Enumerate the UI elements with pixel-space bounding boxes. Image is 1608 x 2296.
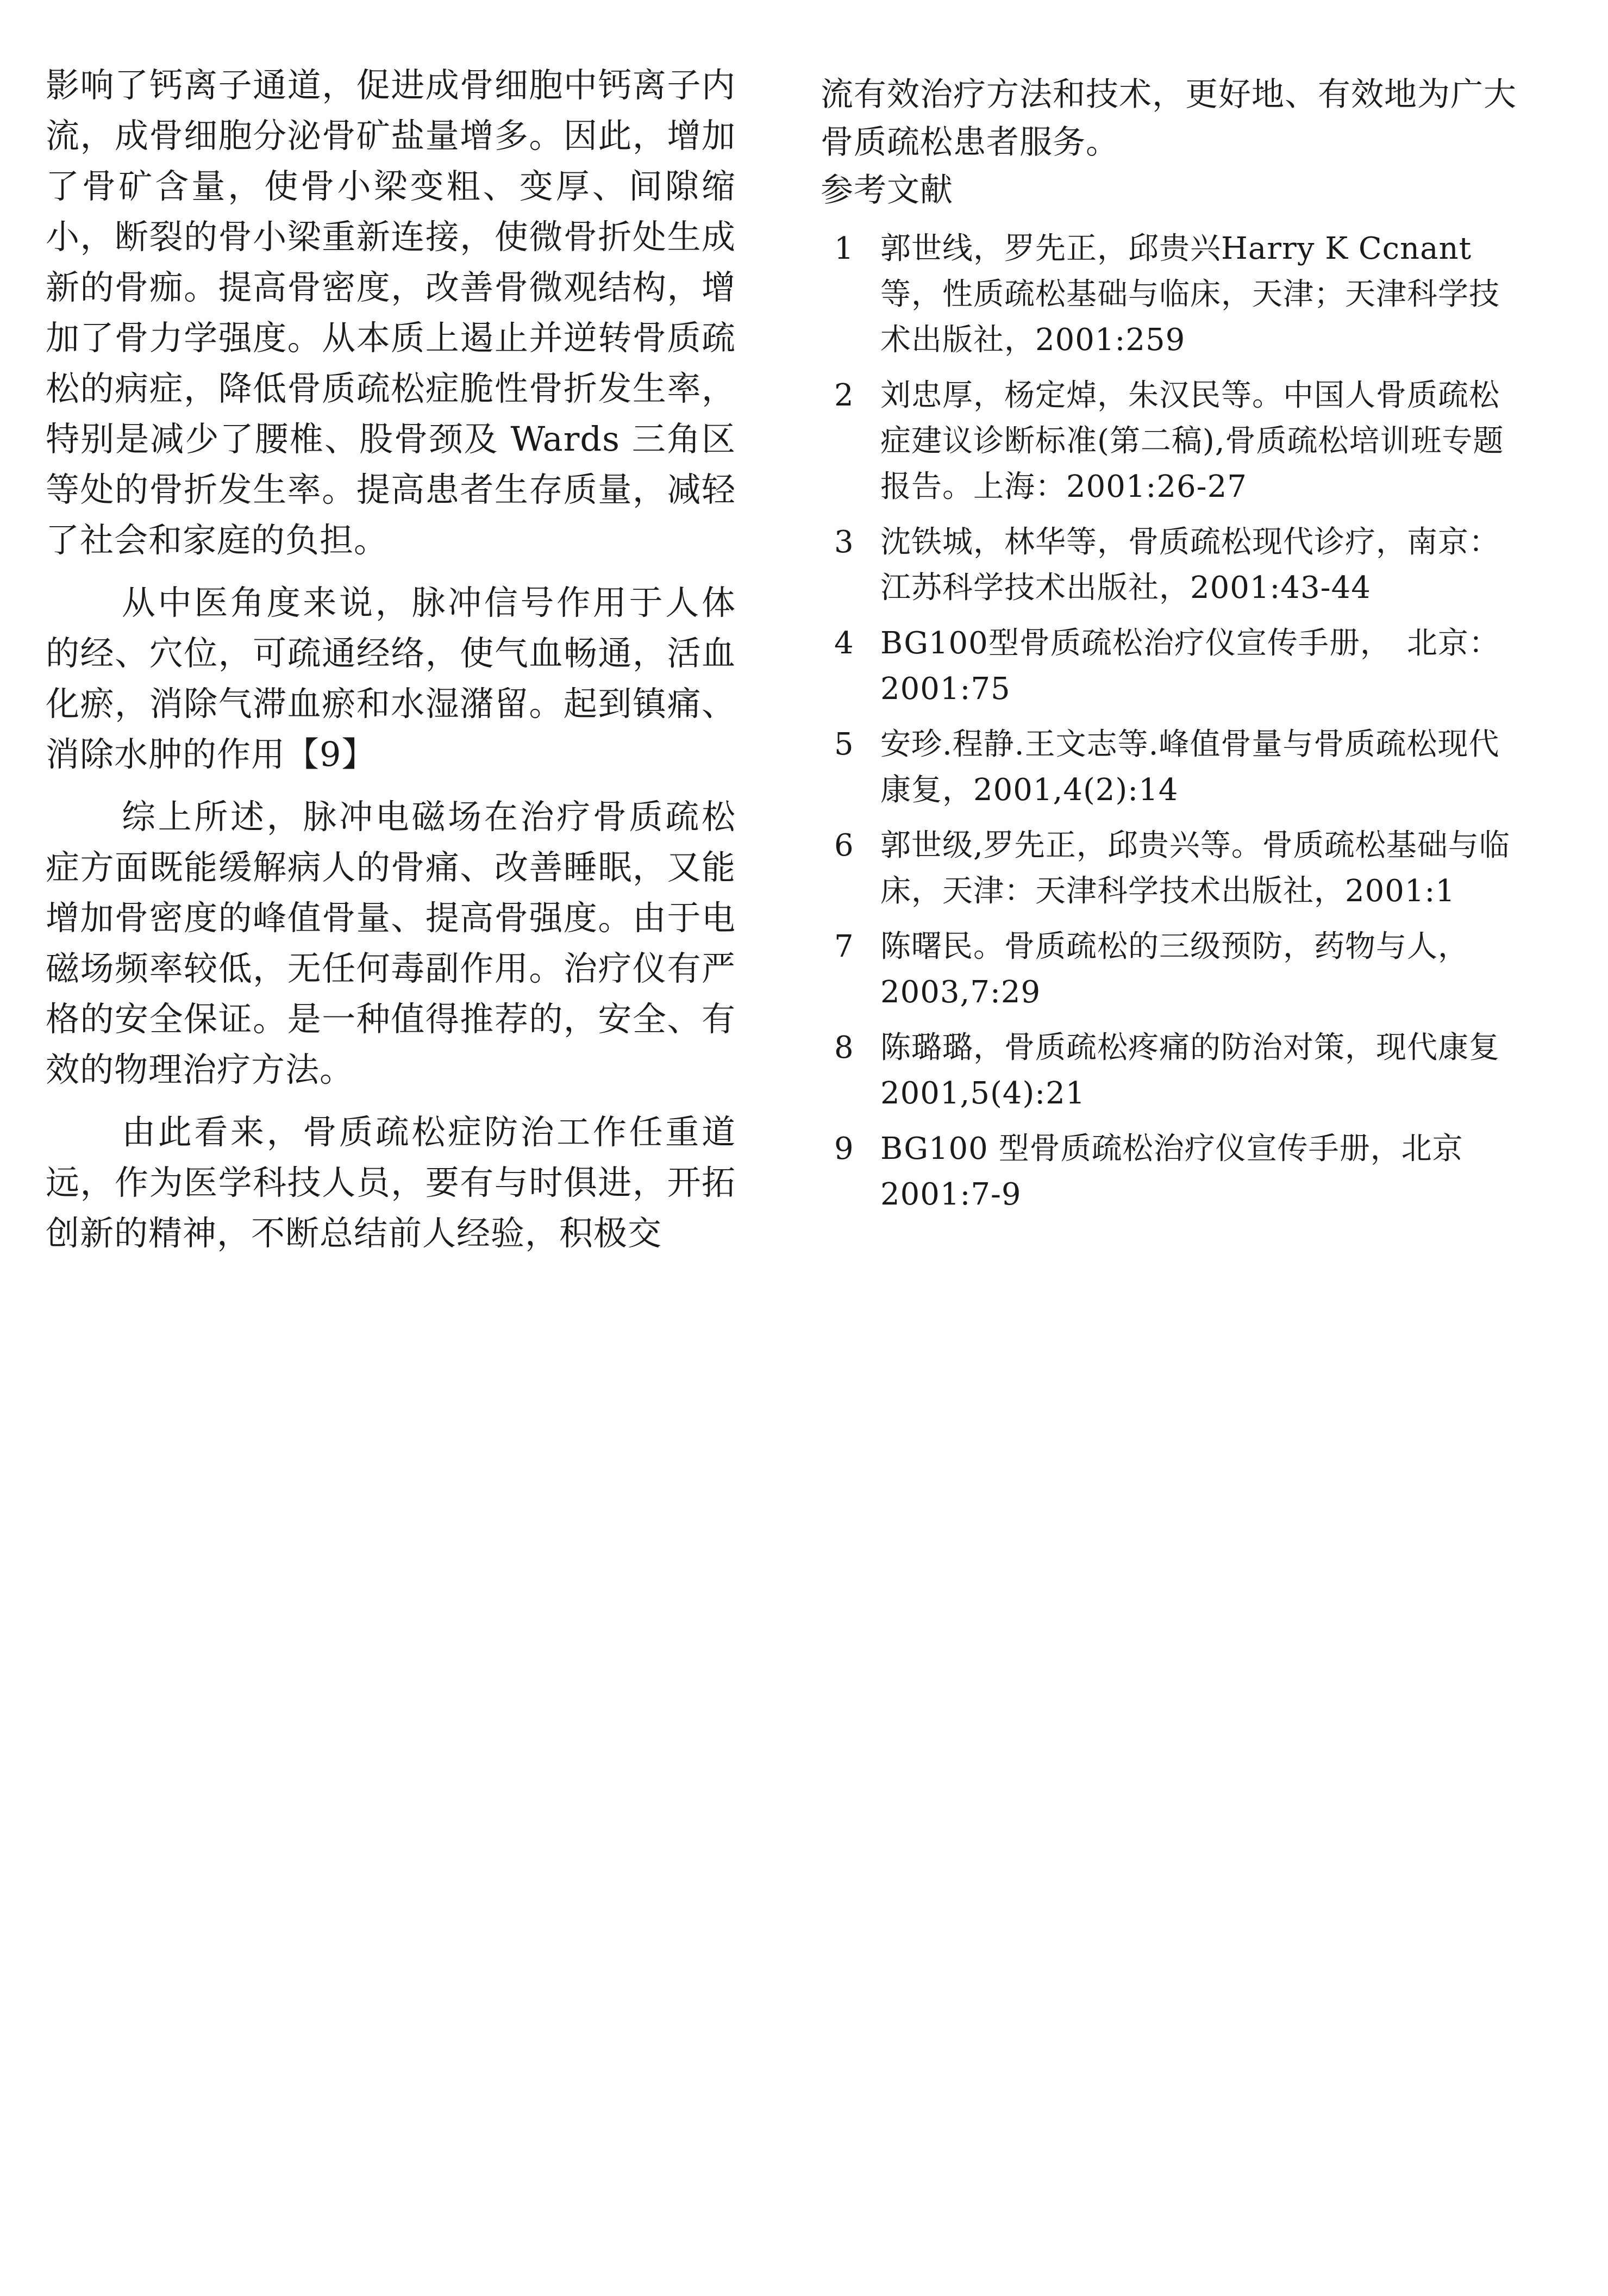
reference-item — [821, 1126, 1522, 1218]
reference-item — [821, 373, 1522, 510]
reference-number: 6 — [834, 828, 854, 863]
reference-number: 9 — [834, 1131, 854, 1166]
reference-text: 刘忠厚，杨定焯，朱汉民等。中国人骨质疏松症建议诊断标准(第二稿),骨质疏松培训班专题报告。上海：2001:26-27 — [880, 378, 1504, 504]
body-paragraph-continuation: 流有效治疗方法和技术，更好地、有效地为广大骨质疏松患者服务。 — [821, 76, 1517, 161]
body-paragraph-3: 综上所述，脉冲电磁场在治疗骨质疏松症方面既能缓解病人的骨痛、改善睡眠，又能增加骨密度的峰值骨量、提高骨强度。由于电磁场频率较低，无任何毒副作用。治疗仪有严格的安全保证。是一种值得推荐的，安全、有效的物理治疗方法。 — [46, 797, 736, 1089]
reference-item — [821, 226, 1522, 363]
reference-item — [821, 520, 1522, 611]
left-column — [46, 60, 736, 1270]
right-column — [821, 71, 1522, 1227]
reference-text: 沈铁城，林华等，骨质疏松现代诊疗，南京：江苏科学技术出版社，2001:43-44 — [880, 525, 1500, 606]
reference-number: 7 — [834, 929, 854, 964]
reference-text: 郭世级,罗先正，邱贵兴等。骨质疏松基础与临床，天津：天津科学技术出版社，2001:1 — [880, 828, 1510, 909]
reference-item — [821, 621, 1522, 712]
references-list — [821, 226, 1522, 1218]
body-paragraph-4: 由此看来，骨质疏松症防治工作任重道远，作为医学科技人员，要有与时俱进，开拓创新的精神，不断总结前人经验，积极交 — [46, 1112, 736, 1253]
reference-number: 8 — [834, 1030, 854, 1065]
reference-text: 陈璐璐，骨质疏松疼痛的防治对策，现代康复2001,5(4):21 — [880, 1030, 1500, 1111]
reference-number: 5 — [834, 727, 854, 762]
reference-item — [821, 924, 1522, 1015]
reference-item — [821, 722, 1522, 813]
reference-number: 2 — [834, 378, 854, 413]
reference-number: 1 — [834, 231, 854, 266]
reference-text: 陈曙民。骨质疏松的三级预防，药物与人，2003,7:29 — [880, 929, 1469, 1010]
body-paragraph-1: 影响了钙离子通道，促进成骨细胞中钙离子内流，成骨细胞分泌骨矿盐量增多。因此，增加了骨矿含量，使骨小梁变粗、变厚、间隙缩小，断裂的骨小梁重新连接，使微骨折处生成新的骨痂。提高骨密度，改善骨微观结构，增加了骨力学强度。从本质上遏止并逆转骨质疏松的病症，降低骨质疏松症脆性骨折发生率，特别是减少了腰椎、股骨颈及 Wards 三角区等处的骨折发生率。提高患者生存质量，减轻了社会和家庭的负担。 — [46, 65, 736, 560]
body-paragraph-2: 从中医角度来说，脉冲信号作用于人体的经、穴位，可疏通经络，使气血畅通，活血化瘀，消除气滞血瘀和水湿潴留。起到镇痛、消除水肿的作用【9】 — [46, 583, 736, 774]
reference-text: BG100型骨质疏松治疗仪宣传手册， 北京：2001:75 — [880, 626, 1500, 707]
reference-text: BG100 型骨质疏松治疗仪宣传手册，北京2001:7-9 — [880, 1131, 1463, 1212]
reference-text: 安珍.程静.王文志等.峰值骨量与骨质疏松现代康复，2001,4(2):14 — [880, 727, 1500, 808]
reference-item — [821, 823, 1522, 914]
reference-number: 3 — [834, 525, 854, 560]
reference-text: 郭世线，罗先正，邱贵兴Harry K Ccnant 等，性质疏松基础与临床，天津；天津科学技术出版社，2001:259 — [880, 231, 1500, 358]
reference-item — [821, 1025, 1522, 1116]
references-heading: 参考文献 — [821, 171, 953, 209]
reference-number: 4 — [834, 626, 854, 661]
